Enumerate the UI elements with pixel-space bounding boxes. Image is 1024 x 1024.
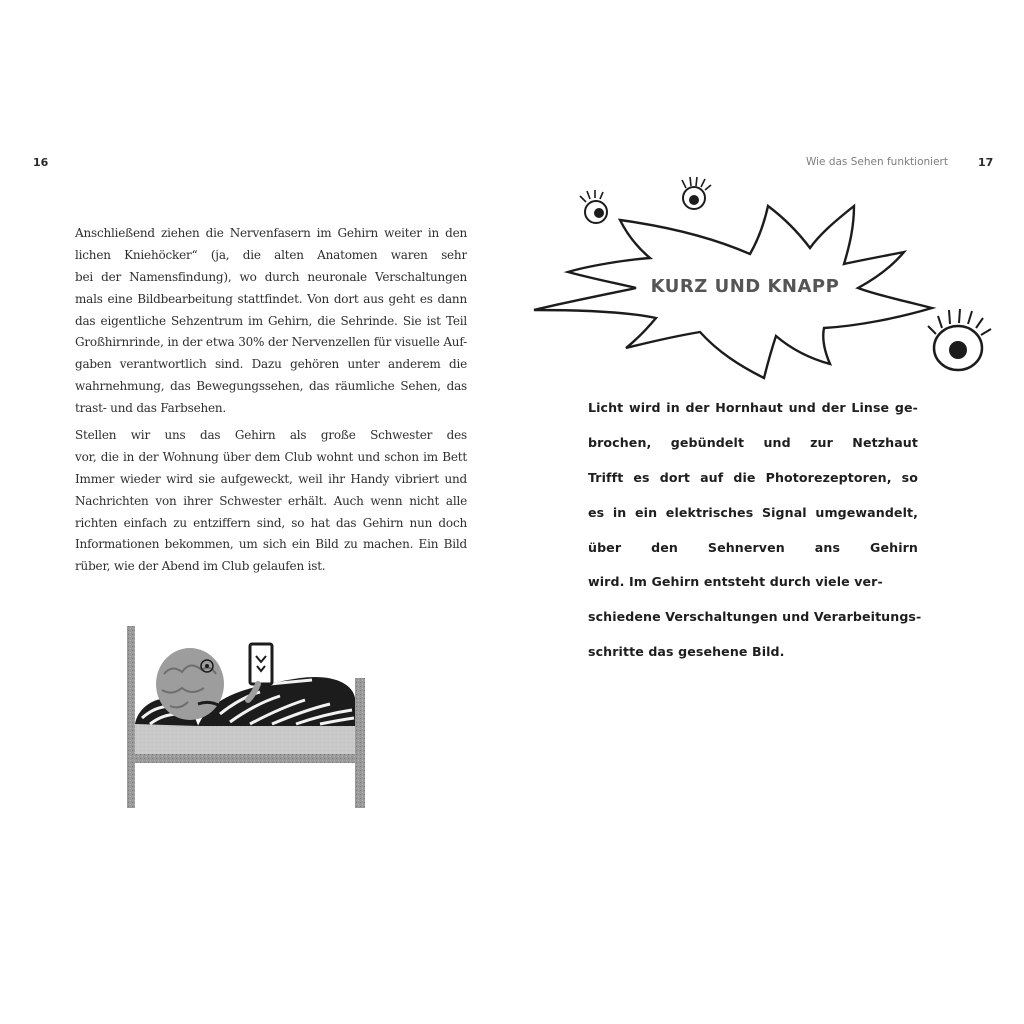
summary-line: es in ein elektrisches Signal umgewandelt, bbox=[588, 504, 918, 520]
text-line: wahrnehmung, das Bewegungssehen, das räumliche Sehen, das bbox=[75, 379, 467, 394]
text-line: trast- und das Farbsehen. bbox=[75, 401, 227, 416]
text-line: Immer wieder wird sie aufgeweckt, weil ihr Handy vibriert und bbox=[75, 471, 467, 486]
text-line: lichen Kniehöcker“ (ja, die alten Anatomen waren sehr bbox=[75, 247, 467, 262]
paragraph-1 bbox=[75, 223, 467, 420]
text-line: richten einfach zu entziffern sind, so hat das Gehirn nun doch bbox=[75, 515, 467, 530]
text-line: Nachrichten von ihrer Schwester erhält. Auch wenn nicht alle bbox=[75, 493, 467, 508]
eye-icon bbox=[580, 190, 607, 223]
eye-icon bbox=[928, 309, 991, 370]
text-line: Großhirnrinde, in der etwa 30% der Nervenzellen für visuelle Auf- bbox=[75, 335, 467, 350]
running-head: Wie das Sehen funktioniert bbox=[805, 156, 948, 168]
summary-line: brochen, gebündelt und zur Netzhaut bbox=[588, 434, 918, 450]
text-line: das eigentliche Sehzentrum im Gehirn, die Sehrinde. Sie ist Teil bbox=[75, 313, 467, 328]
eye-icon bbox=[682, 177, 711, 209]
text-line: rüber, wie der Abend im Club gelaufen ist. bbox=[75, 559, 326, 574]
paragraph-2 bbox=[75, 425, 467, 578]
text-line: vor, die in der Wohnung über dem Club wohnt und schon im Bett bbox=[75, 449, 467, 464]
summary-line: wird. Im Gehirn entsteht durch viele ver- bbox=[588, 574, 883, 590]
summary-line: schiedene Verschaltungen und Verarbeitungs- bbox=[588, 609, 922, 625]
text-line: Stellen wir uns das Gehirn als große Schwester des bbox=[75, 428, 467, 443]
text-line: Informationen bekommen, um sich ein Bild zu machen. Ein Bild bbox=[75, 537, 467, 552]
page-number-left: 16 bbox=[33, 156, 49, 169]
text-line: Anschließend ziehen die Nervenfasern im Gehirn weiter in den bbox=[75, 226, 467, 240]
summary-line: schritte das gesehene Bild. bbox=[588, 644, 785, 660]
text-line: mals eine Bildbearbeitung stattfindet. Von dort aus geht es dann bbox=[75, 291, 467, 306]
summary-text bbox=[588, 391, 922, 670]
summary-line: Licht wird in der Hornhaut und der Linse ge- bbox=[588, 400, 918, 415]
text-line: gaben verantwortlich sind. Dazu gehören unter anderem die bbox=[75, 357, 467, 372]
summary-box-title: KURZ UND KNAPP bbox=[650, 276, 840, 297]
summary-line: Trifft es dort auf die Photorezeptoren, so bbox=[588, 469, 918, 485]
brain-character-icon bbox=[156, 648, 224, 720]
bed-illustration bbox=[120, 618, 380, 818]
summary-line: über den Sehnerven ans Gehirn bbox=[588, 539, 918, 555]
mattress bbox=[135, 724, 355, 754]
page-number-right: 17 bbox=[978, 156, 994, 169]
left-page-body bbox=[75, 223, 467, 578]
text-line: bei der Namensfindung), wo durch neuronale Verschaltungen bbox=[75, 269, 467, 284]
